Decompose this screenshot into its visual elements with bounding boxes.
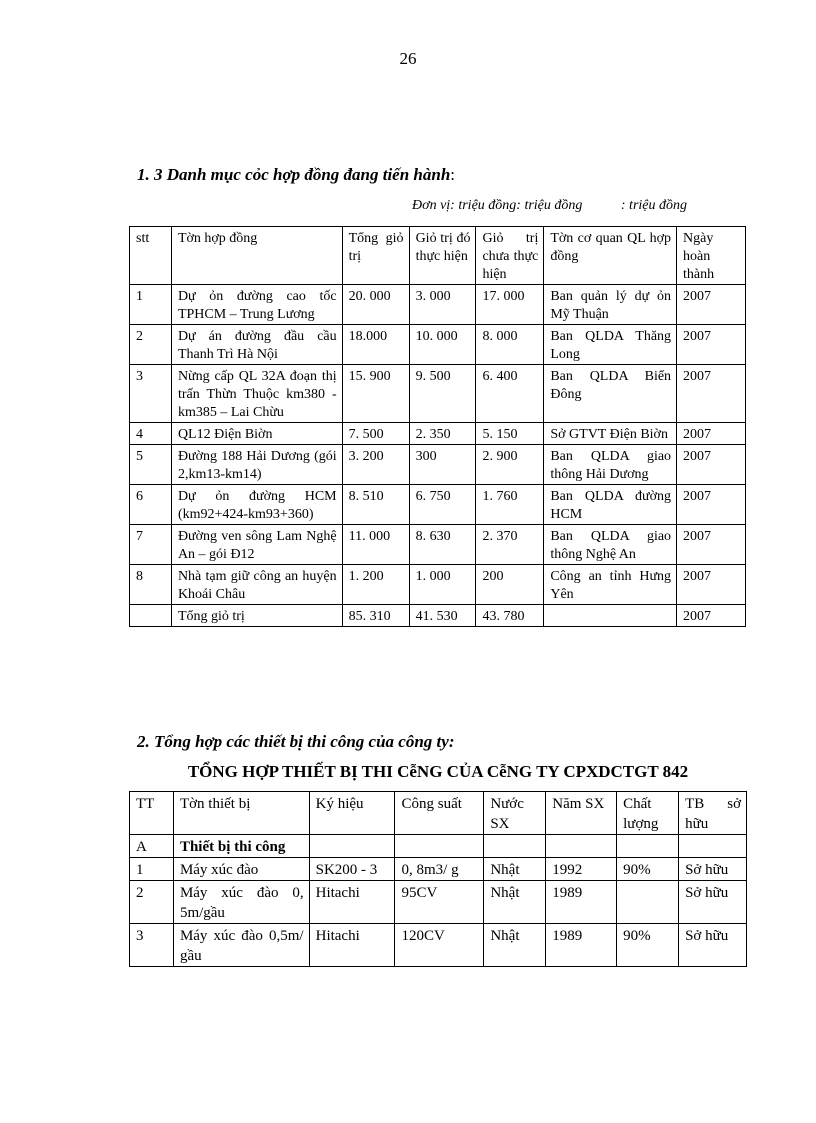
- table-row: [130, 525, 746, 565]
- table-header-row: [130, 792, 747, 835]
- table-row: [130, 285, 746, 325]
- table-cell: Thiết bị thi công: [173, 835, 309, 858]
- table-cell: Nhật: [484, 881, 546, 924]
- table-cell: 1. 000: [409, 565, 476, 605]
- table-cell: 8. 630: [409, 525, 476, 565]
- table-cell: 2007: [677, 423, 746, 445]
- table-cell: 2007: [677, 525, 746, 565]
- table-cell: QL12 Điện Biờn: [171, 423, 342, 445]
- table-cell: 11. 000: [342, 525, 409, 565]
- table-cell: Giỏ trị đó thực hiện: [409, 227, 476, 285]
- table-row: [130, 445, 746, 485]
- table-cell: Ban QLDA Biển Đông: [544, 365, 677, 423]
- table-cell: 1. 200: [342, 565, 409, 605]
- table-cell: Năm SX: [546, 792, 617, 835]
- table-cell: Sở hữu: [679, 881, 747, 924]
- table-cell: Dự ỏn đường HCM (km92+424-km93+360): [171, 485, 342, 525]
- table-cell: 7: [130, 525, 172, 565]
- table-cell: Tổng giỏ trị: [171, 605, 342, 627]
- table-cell: 2007: [677, 565, 746, 605]
- table-cell: 1992: [546, 858, 617, 881]
- table-cell: Sở hữu: [679, 924, 747, 967]
- table-cell: 0, 8m3/ g: [395, 858, 484, 881]
- table-cell: Giỏ trị chưa thực hiện: [476, 227, 544, 285]
- table-cell: Nừng cấp QL 32A đoạn thị trấn Thừn Thuộc km380 - km385 – Lai Chừu: [171, 365, 342, 423]
- table-row: [130, 325, 746, 365]
- table-cell: [395, 835, 484, 858]
- table-cell: 90%: [617, 924, 679, 967]
- table-cell: 3: [130, 365, 172, 423]
- table-header-row: [130, 227, 746, 285]
- table-cell: 4: [130, 423, 172, 445]
- table-cell: Nước SX: [484, 792, 546, 835]
- table-cell: Máy xúc đào 0,5m/ gầu: [173, 924, 309, 967]
- table-cell: 18.000: [342, 325, 409, 365]
- table-cell: 8. 000: [476, 325, 544, 365]
- table-cell: [546, 835, 617, 858]
- table-cell: Sở GTVT Điện Biờn: [544, 423, 677, 445]
- table-group-row: [130, 835, 747, 858]
- table-cell: Ban quản lý dự ỏn Mỹ Thuận: [544, 285, 677, 325]
- table-cell: Hitachi: [309, 881, 395, 924]
- table-cell: 8. 510: [342, 485, 409, 525]
- table-cell: 2. 900: [476, 445, 544, 485]
- table-cell: 90%: [617, 858, 679, 881]
- table-cell: 17. 000: [476, 285, 544, 325]
- table-cell: 2007: [677, 285, 746, 325]
- table-cell: Ban QLDA giao thông Nghệ An: [544, 525, 677, 565]
- equipment-table-title: TỔNG HỢP THIẾT BỊ THI CễNG CỦA CễNG TY CPXDCTGT 842: [187, 762, 689, 781]
- table-cell: 1989: [546, 924, 617, 967]
- table-cell: 43. 780: [476, 605, 544, 627]
- table-cell: 300: [409, 445, 476, 485]
- table-cell: Máy xúc đào 0, 5m/gầu: [173, 881, 309, 924]
- table-cell: 5. 150: [476, 423, 544, 445]
- table-cell: [679, 835, 747, 858]
- table-cell: 120CV: [395, 924, 484, 967]
- table-cell: 1989: [546, 881, 617, 924]
- table-cell: SK200 - 3: [309, 858, 395, 881]
- equipment-table: [129, 791, 747, 967]
- table-cell: Đường ven sông Lam Nghệ An – gói Đ12: [171, 525, 342, 565]
- table-cell: Chất lượng: [617, 792, 679, 835]
- table-cell: 6. 750: [409, 485, 476, 525]
- table-cell: Hitachi: [309, 924, 395, 967]
- table-cell: 2. 350: [409, 423, 476, 445]
- table-cell: [544, 605, 677, 627]
- table-cell: Ban QLDA đường HCM: [544, 485, 677, 525]
- table-cell: Máy xúc đào: [173, 858, 309, 881]
- table-cell: 1: [130, 858, 174, 881]
- table-cell: 15. 900: [342, 365, 409, 423]
- table-cell: Công an tỉnh Hưng Yên: [544, 565, 677, 605]
- table-row: [130, 858, 747, 881]
- table-cell: Ban QLDA giao thông Hải Dương: [544, 445, 677, 485]
- table-cell: 2007: [677, 605, 746, 627]
- table-row: [130, 605, 746, 627]
- table-cell: 9. 500: [409, 365, 476, 423]
- table-cell: Tổng giỏ trị: [342, 227, 409, 285]
- table-cell: Ký hiệu: [309, 792, 395, 835]
- table-cell: 20. 000: [342, 285, 409, 325]
- table-cell: [617, 881, 679, 924]
- table-cell: 3. 000: [409, 285, 476, 325]
- table-cell: 95CV: [395, 881, 484, 924]
- table-cell: Công suất: [395, 792, 484, 835]
- table-cell: Sở hữu: [679, 858, 747, 881]
- table-row: [130, 423, 746, 445]
- table-cell: 2. 370: [476, 525, 544, 565]
- table-cell: 2: [130, 325, 172, 365]
- table-cell: Ngày hoàn thành: [677, 227, 746, 285]
- table-cell: 5: [130, 445, 172, 485]
- table-cell: TT: [130, 792, 174, 835]
- table-cell: [130, 605, 172, 627]
- table-cell: 2007: [677, 325, 746, 365]
- table-cell: Tờn hợp đồng: [171, 227, 342, 285]
- table-cell: 2: [130, 881, 174, 924]
- unit-note: Đơn vị: triệu đồng: triệu đồng : triệu đồng: [412, 198, 687, 213]
- table-cell: [617, 835, 679, 858]
- table-cell: [484, 835, 546, 858]
- table-row: [130, 881, 747, 924]
- table-cell: 7. 500: [342, 423, 409, 445]
- table-cell: Tờn cơ quan QL hợp đồng: [544, 227, 677, 285]
- table-cell: 1: [130, 285, 172, 325]
- table-cell: 85. 310: [342, 605, 409, 627]
- table-cell: 6: [130, 485, 172, 525]
- section1-heading: 1. 3 Danh mục cỏc hợp đồng đang tiến hành:: [137, 165, 456, 184]
- table-row: [130, 565, 746, 605]
- table-cell: 8: [130, 565, 172, 605]
- table-cell: 6. 400: [476, 365, 544, 423]
- table-cell: 2007: [677, 445, 746, 485]
- table-cell: 3: [130, 924, 174, 967]
- table-cell: A: [130, 835, 174, 858]
- table-cell: Ban QLDA Thăng Long: [544, 325, 677, 365]
- page-number: 26: [399, 49, 417, 68]
- table-cell: Tờn thiết bị: [173, 792, 309, 835]
- table-cell: 10. 000: [409, 325, 476, 365]
- table-cell: 2007: [677, 485, 746, 525]
- table-cell: 200: [476, 565, 544, 605]
- table-row: [130, 924, 747, 967]
- table-cell: 41. 530: [409, 605, 476, 627]
- table-cell: [309, 835, 395, 858]
- table-cell: 2007: [677, 365, 746, 423]
- table-row: [130, 485, 746, 525]
- section2-heading: 2. Tổng hợp các thiết bị thi công của công ty:: [137, 732, 455, 751]
- table-cell: Dự án đường đầu cầu Thanh Trì Hà Nội: [171, 325, 342, 365]
- table-cell: Nhà tạm giữ công an huyện Khoái Châu: [171, 565, 342, 605]
- contracts-table: [129, 226, 746, 627]
- table-cell: TB sở hữu: [679, 792, 747, 835]
- table-cell: Đường 188 Hải Dương (gói 2,km13-km14): [171, 445, 342, 485]
- table-cell: stt: [130, 227, 172, 285]
- table-cell: Nhật: [484, 858, 546, 881]
- table-cell: Dự ỏn đường cao tốc TPHCM – Trung Lương: [171, 285, 342, 325]
- table-cell: Nhật: [484, 924, 546, 967]
- table-row: [130, 365, 746, 423]
- table-cell: 3. 200: [342, 445, 409, 485]
- table-cell: 1. 760: [476, 485, 544, 525]
